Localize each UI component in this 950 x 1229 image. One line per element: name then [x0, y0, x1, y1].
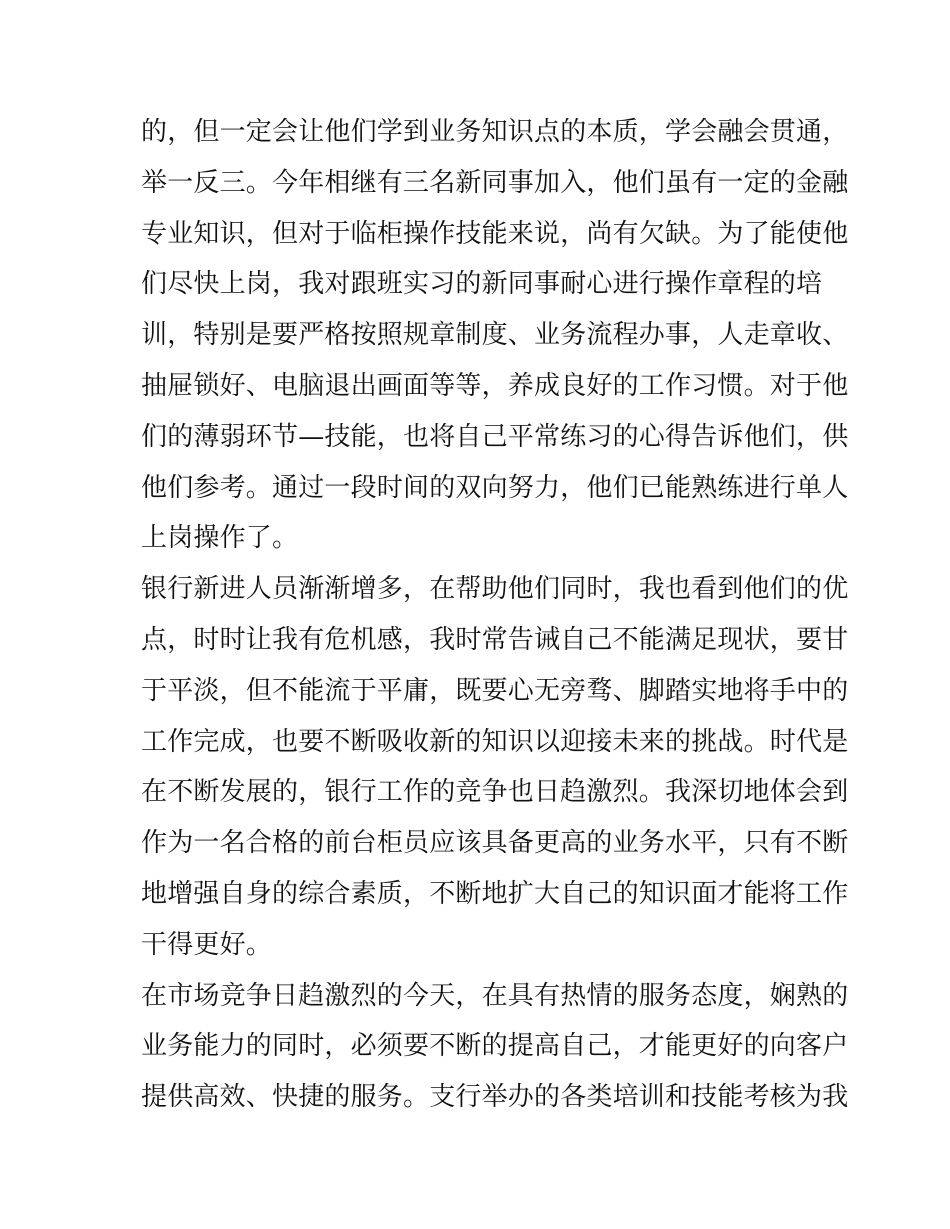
text-line: 们的薄弱环节—技能，也将自己平常练习的心得告诉他们，供	[141, 421, 849, 452]
text-line: 们尽快上岗，我对跟班实习的新同事耐心进行操作章程的培	[141, 269, 823, 300]
text-line: 举一反三。今年相继有三名新同事加入，他们虽有一定的金融	[141, 167, 849, 198]
text-line: 他们参考。通过一段时间的双向努力，他们已能熟练进行单人	[141, 472, 849, 503]
text-line: 抽屉锁好、电脑退出画面等等，养成良好的工作习惯。对于他	[141, 370, 849, 401]
text-line: 于平淡，但不能流于平庸，既要心无旁骛、脚踏实地将手中的	[141, 675, 849, 706]
text-line: 在不断发展的，银行工作的竞争也日趋激烈。我深切地体会到	[141, 777, 849, 808]
text-line: 的，但一定会让他们学到业务知识点的本质，学会融会贯通，	[141, 117, 849, 147]
text-line: 作为一名合格的前台柜员应该具备更高的业务水平，只有不断	[141, 828, 849, 859]
text-line: 银行新进人员渐渐增多，在帮助他们同时，我也看到他们的优	[141, 574, 849, 605]
text-line: 在市场竞争日趋激烈的今天，在具有热情的服务态度，娴熟的	[141, 980, 849, 1011]
body-text	[141, 107, 849, 1123]
text-line: 地增强自身的综合素质，不断地扩大自己的知识面才能将工作	[141, 878, 849, 909]
text-line: 点，时时让我有危机感，我时常告诫自己不能满足现状，要甘	[141, 624, 849, 655]
text-line: 专业知识，但对于临柜操作技能来说，尚有欠缺。为了能使他	[141, 218, 849, 249]
text-line: 提供高效、快捷的服务。支行举办的各类培训和技能考核为我	[141, 1082, 849, 1113]
text-line: 上岗操作了。	[141, 523, 299, 554]
text-line: 训，特别是要严格按照规章制度、业务流程办事，人走章收、	[141, 320, 849, 351]
text-line: 干得更好。	[141, 929, 273, 960]
text-line: 业务能力的同时，必须要不断的提高自己，才能更好的向客户	[141, 1031, 849, 1062]
text-line: 工作完成，也要不断吸收新的知识以迎接未来的挑战。时代是	[141, 726, 849, 757]
